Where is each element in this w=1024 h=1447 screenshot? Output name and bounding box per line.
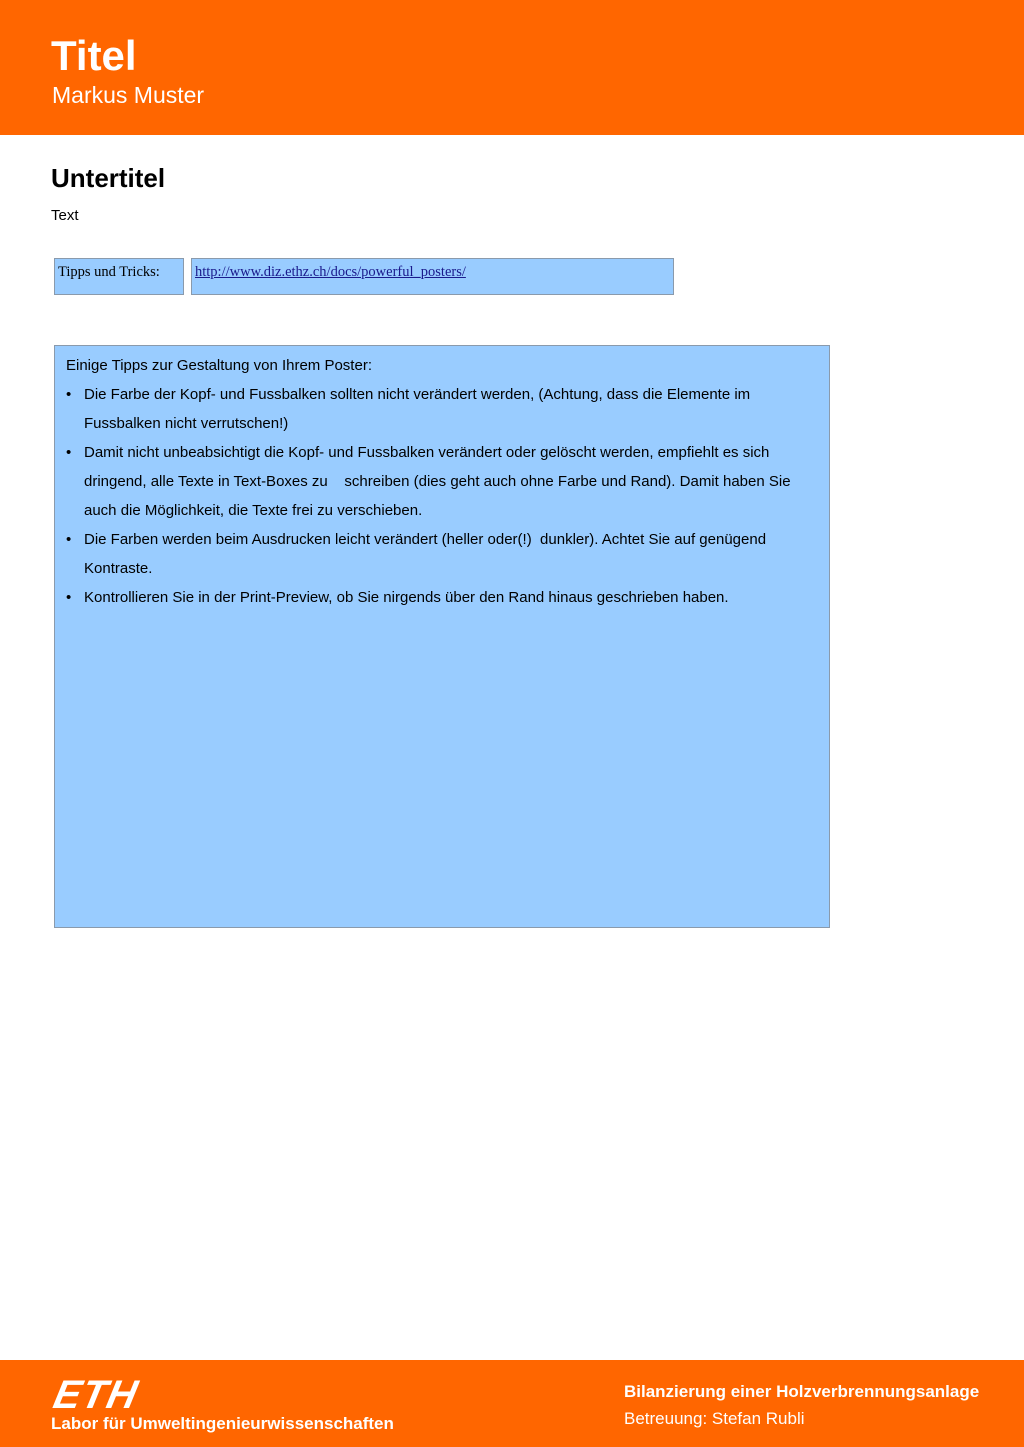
list-item-text: Kontrollieren Sie in der Print-Preview, ob Sie nirgends über den Rand hinaus geschrieben haben.	[84, 589, 729, 606]
author-name: Markus Muster	[52, 82, 205, 108]
list-item	[66, 525, 821, 583]
list-item	[66, 380, 821, 438]
list-item-text: Die Farben werden beim Ausdrucken leicht verändert (heller oder(!) dunkler). Achtet Sie auf genügend Kontraste.	[84, 531, 771, 577]
header-bar	[0, 0, 1024, 135]
bullet-icon: •	[66, 444, 72, 461]
section-subtitle: Untertitel	[51, 163, 166, 193]
project-title: Bilanzierung einer Holzverbrennungsanlage	[624, 1382, 980, 1401]
tips-label: Tipps und Tricks:	[58, 264, 160, 280]
list-item-text: Die Farbe der Kopf- und Fussbalken sollten nicht verändert werden, (Achtung, dass die Elemente im Fussbalken nicht verrutschen!)	[84, 386, 751, 432]
list-item	[66, 438, 821, 525]
tips-panel	[54, 345, 830, 928]
list-item-text: Damit nicht unbeabsichtigt die Kopf- und Fussbalken verändert oder gelöscht werden, empfiehlt es sich dringend, alle Texte in Text-Boxes zu schreiben (dies geht auch ohne Farbe und Rand). Damit haben Sie auch die Möglichkeit, die Texte frei zu verschieben.	[84, 444, 795, 519]
bullet-icon: •	[66, 589, 72, 606]
tips-label-box	[54, 258, 184, 295]
tips-intro: Einige Tipps zur Gestaltung von Ihrem Poster:	[66, 357, 372, 374]
poster-title: Titel	[51, 32, 137, 79]
tips-url-link[interactable]: http://www.diz.ethz.ch/docs/powerful_posters/	[195, 264, 466, 280]
bullet-icon: •	[66, 386, 72, 403]
supervision-text: Betreuung: Stefan Rubli	[624, 1409, 805, 1428]
tips-list	[66, 380, 821, 612]
eth-logo: ETH	[49, 1373, 143, 1417]
bullet-icon: •	[66, 531, 72, 548]
lab-name: Labor für Umweltingenieurwissenschaften	[51, 1414, 394, 1433]
section-text: Text	[51, 207, 79, 224]
tips-link-box	[191, 258, 674, 295]
list-item	[66, 583, 821, 612]
footer-bar	[0, 1360, 1024, 1447]
